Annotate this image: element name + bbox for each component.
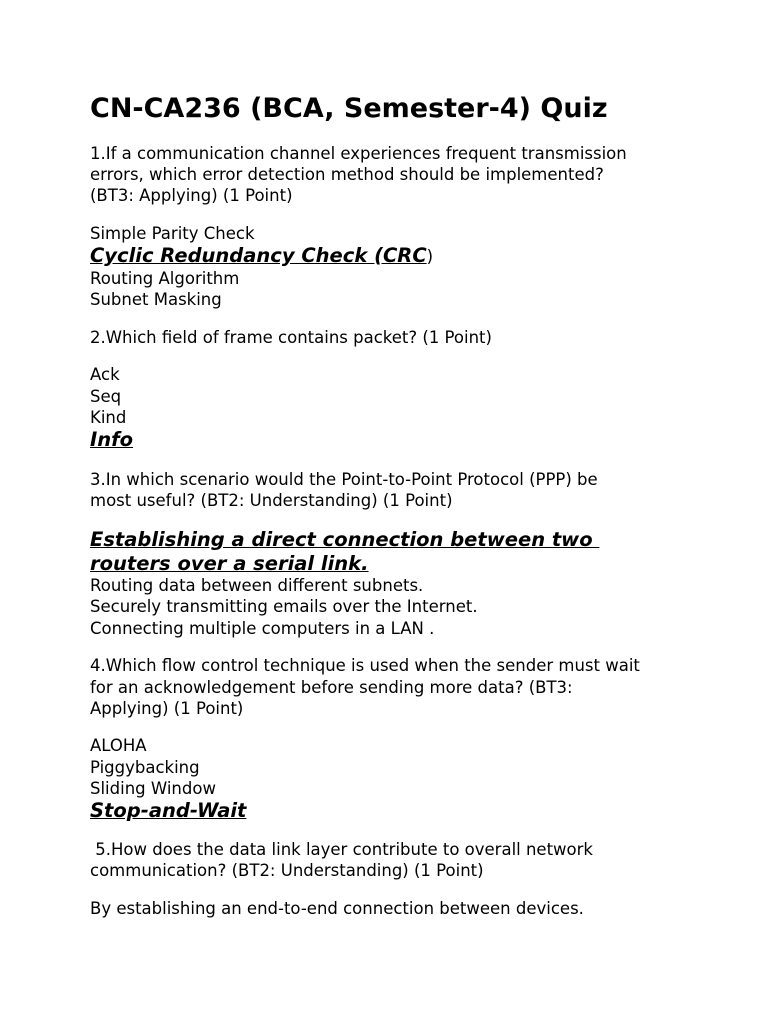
question-5-option-1: By establishing an end-to-end connection between devices. xyxy=(90,899,584,918)
question-4-option-2: Piggybacking xyxy=(90,758,200,777)
question-2-option-1: Ack xyxy=(90,365,120,384)
question-4-option-1: ALOHA xyxy=(90,736,147,755)
question-4-line-2: for an acknowledgement before sending more data? (BT3: xyxy=(90,678,573,697)
question-1-option-4: Subnet Masking xyxy=(90,290,222,309)
question-4-line-3: Applying) (1 Point) xyxy=(90,699,244,718)
question-3-option-1: Routing data between different subnets. xyxy=(90,576,424,595)
question-1-option-3: Routing Algorithm xyxy=(90,269,240,288)
question-3-correct-answer-line-2: routers over a serial link. xyxy=(90,552,369,575)
question-5-line-2: communication? (BT2: Understanding) (1 Point) xyxy=(90,861,484,880)
question-4-correct-answer: Stop-and-Wait xyxy=(90,799,247,822)
question-3-option-2: Securely transmitting emails over the Internet. xyxy=(90,597,478,616)
question-2-correct-answer: Info xyxy=(90,428,134,451)
question-3-option-3: Connecting multiple computers in a LAN . xyxy=(90,619,435,638)
question-4-option-3: Sliding Window xyxy=(90,779,216,798)
question-2-option-2: Seq xyxy=(90,387,122,406)
question-3-line-2: most useful? (BT2: Understanding) (1 Point) xyxy=(90,491,453,510)
question-3-correct-answer-line-1: Establishing a direct connection between two xyxy=(90,528,600,551)
question-1-line-1: 1.If a communication channel experiences frequent transmission xyxy=(90,144,627,163)
question-2-option-3: Kind xyxy=(90,408,127,427)
question-1-line-3: (BT3: Applying) (1 Point) xyxy=(90,186,293,205)
question-1-correct-answer xyxy=(90,244,433,269)
question-1-answer-suffix: ) xyxy=(426,247,434,266)
question-1-line-2: errors, which error detection method should be implemented? xyxy=(90,165,604,184)
question-3-line-1: 3.In which scenario would the Point-to-Point Protocol (PPP) be xyxy=(90,470,598,489)
question-4-line-1: 4.Which flow control technique is used when the sender must wait xyxy=(90,656,640,675)
page-title: CN-CA236 (BCA, Semester-4) Quiz xyxy=(90,93,608,124)
question-1-option-1: Simple Parity Check xyxy=(90,224,255,243)
question-5-line-1: 5.How does the data link layer contribute to overall network xyxy=(90,840,593,859)
question-2-line-1: 2.Which field of frame contains packet? (1 Point) xyxy=(90,328,492,347)
question-1-option-2: Cyclic Redundancy Check (CRC xyxy=(90,244,427,267)
